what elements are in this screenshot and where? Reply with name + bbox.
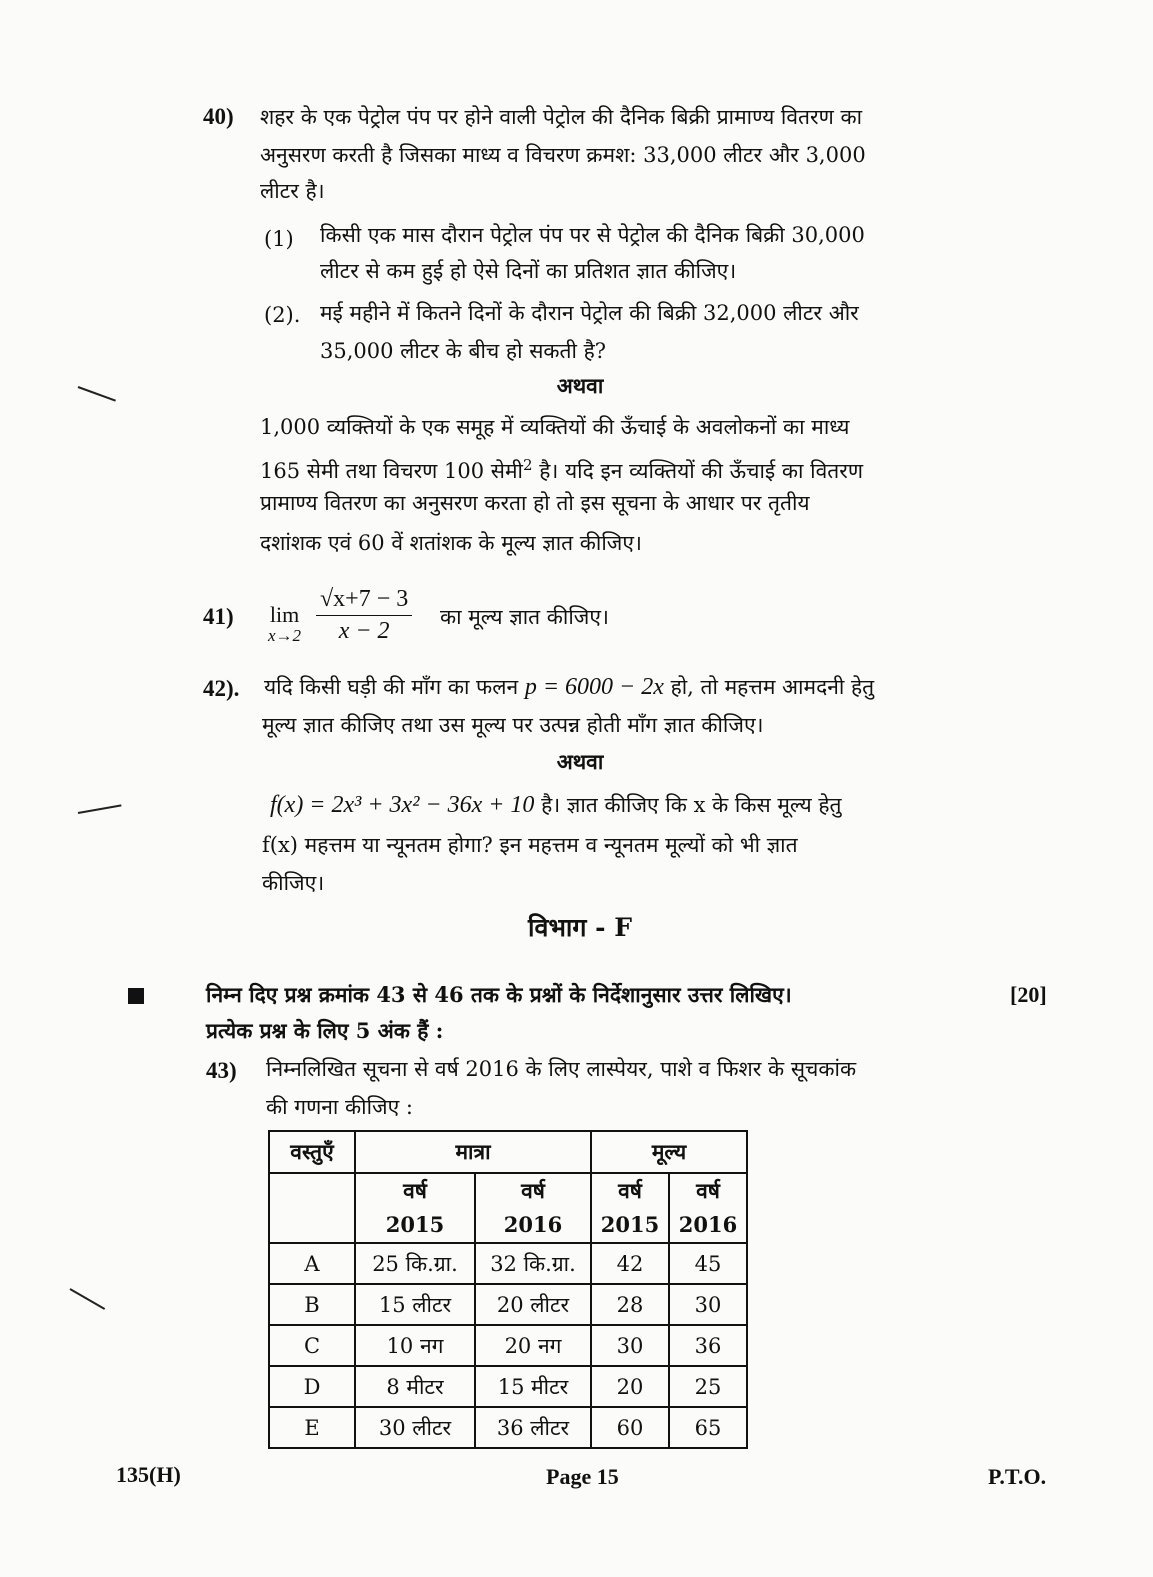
q40-alt-line-1: 1,000 व्यक्तियों के एक समूह में व्यक्तियों की ऊँचाई के अवलोकनों का माध्य xyxy=(260,415,850,439)
cell-price-2015: 30 xyxy=(591,1325,669,1366)
q42-line-1-post: हो, तो महत्तम आमदनी हेतु xyxy=(670,675,875,699)
cell-qty-2016: 32 कि.ग्रा. xyxy=(475,1243,591,1284)
cell-price-2015: 42 xyxy=(591,1243,669,1284)
table-row xyxy=(269,1407,747,1448)
footer-pto: P.T.O. xyxy=(988,1464,1047,1489)
q40-alt-line-3: प्रामाण्य वितरण का अनुसरण करता हो तो इस सूचना के आधार पर तृतीय xyxy=(260,491,810,515)
year-word: वर्ष xyxy=(696,1178,720,1203)
q40-sub2-line-2: 35,000 लीटर के बीच हो सकती है? xyxy=(320,339,607,363)
cell-item: A xyxy=(269,1243,355,1284)
section-marks: [20] xyxy=(1010,982,1047,1007)
header-price-2015 xyxy=(591,1173,669,1243)
q41-limit xyxy=(268,602,301,646)
cell-qty-2016: 20 नग xyxy=(475,1325,591,1366)
question-number-40: 40) xyxy=(203,104,234,129)
cell-price-2016: 65 xyxy=(669,1407,747,1448)
footer-paper-code: 135(H) xyxy=(116,1462,181,1487)
section-title: विभाग - F xyxy=(527,913,633,942)
table-year-row xyxy=(269,1173,747,1243)
question-number-42: 42). xyxy=(203,676,240,701)
cell-qty-2015: 8 मीटर xyxy=(355,1366,475,1407)
q41-lim-word: lim xyxy=(269,602,300,627)
q40-or-label: अथवा xyxy=(556,373,604,398)
q40-alt-line-2 xyxy=(260,448,863,488)
cell-price-2016: 45 xyxy=(669,1243,747,1284)
scan-mark xyxy=(70,1288,106,1310)
header-price-2016 xyxy=(669,1173,747,1243)
q40-alt-line-2-post: है। यदि इन व्यक्तियों की ऊँचाई का वितरण xyxy=(539,459,863,483)
year-value: 2016 xyxy=(678,1212,738,1237)
cell-qty-2015: 15 लीटर xyxy=(355,1284,475,1325)
header-quantity: मात्रा xyxy=(355,1131,591,1173)
q42-or-label: अथवा xyxy=(556,749,604,774)
cell-price-2015: 20 xyxy=(591,1366,669,1407)
scan-mark xyxy=(78,804,122,814)
section-instruction-line-2: प्रत्येक प्रश्न के लिए 5 अंक हैं : xyxy=(206,1018,444,1043)
year-value: 2016 xyxy=(503,1212,563,1237)
q42-line-1-pre: यदि किसी घड़ी की माँग का फलन xyxy=(264,675,519,699)
q41-denominator: x − 2 xyxy=(338,618,390,644)
q42-alt-line-1-post: है। ज्ञात कीजिए कि x के किस मूल्य हेतु xyxy=(541,793,842,817)
table-row xyxy=(269,1284,747,1325)
section-instruction-line-1: निम्न दिए प्रश्न क्रमांक 43 से 46 तक के प्रश्नों के निर्देशानुसार उत्तर लिखिए। xyxy=(206,982,792,1007)
q41-numerator: √x+7 − 3 xyxy=(316,586,412,616)
scan-mark xyxy=(78,386,116,402)
header-price: मूल्य xyxy=(591,1131,747,1173)
cell-price-2016: 36 xyxy=(669,1325,747,1366)
q42-alt-line-2: f(x) महत्तम या न्यूनतम होगा? इन महत्तम व न्यूनतम मूल्यों को भी ज्ञात xyxy=(262,833,798,857)
square-bullet-icon xyxy=(128,988,144,1004)
q40-alt-line-2-pre: 165 सेमी तथा विचरण 100 सेमी xyxy=(260,459,523,483)
q42-demand-function: p = 6000 − 2x xyxy=(524,674,664,700)
q42-line-2: मूल्य ज्ञात कीजिए तथा उस मूल्य पर उत्पन्न होती माँग ज्ञात कीजिए। xyxy=(262,713,764,737)
q40-alt-superscript: 2 xyxy=(522,456,533,474)
q40-sub1-label: (1) xyxy=(264,227,294,251)
table-row xyxy=(269,1325,747,1366)
cell-qty-2015: 30 लीटर xyxy=(355,1407,475,1448)
q43-line-1: निम्नलिखित सूचना से वर्ष 2016 के लिए लास्पेयर, पाशे व फिशर के सूचकांक xyxy=(266,1057,857,1081)
cell-price-2016: 30 xyxy=(669,1284,747,1325)
cell-qty-2016: 20 लीटर xyxy=(475,1284,591,1325)
cell-price-2015: 28 xyxy=(591,1284,669,1325)
cell-qty-2016: 15 मीटर xyxy=(475,1366,591,1407)
question-number-43: 43) xyxy=(206,1058,237,1083)
table-row xyxy=(269,1243,747,1284)
header-items: वस्तुएँ xyxy=(269,1131,355,1173)
q41-lim-subscript: x→2 xyxy=(268,626,302,645)
q41-fraction xyxy=(316,586,412,645)
question-number-41: 41) xyxy=(203,604,234,629)
q42-alt-line-1 xyxy=(270,788,841,822)
q40-line-3: लीटर है। xyxy=(260,179,325,203)
cell-item: E xyxy=(269,1407,355,1448)
cell-item: B xyxy=(269,1284,355,1325)
q40-sub1-line-2: लीटर से कम हुई हो ऐसे दिनों का प्रतिशत ज्ञात कीजिए। xyxy=(320,259,737,283)
index-data-table xyxy=(268,1130,748,1449)
cell-price-2015: 60 xyxy=(591,1407,669,1448)
cell-qty-2015: 10 नग xyxy=(355,1325,475,1366)
cell-item: D xyxy=(269,1366,355,1407)
table-row xyxy=(269,1366,747,1407)
header-qty-2016 xyxy=(475,1173,591,1243)
header-items-empty xyxy=(269,1173,355,1243)
year-value: 2015 xyxy=(385,1212,445,1237)
footer-page-number: Page 15 xyxy=(546,1464,619,1489)
q40-sub2-line-1: मई महीने में कितने दिनों के दौरान पेट्रोल की बिक्री 32,000 लीटर और xyxy=(320,301,859,325)
q42-function: f(x) = 2x³ + 3x² − 36x + 10 xyxy=(270,792,535,818)
q40-line-2: अनुसरण करती है जिसका माध्य व विचरण क्रमश: 33,000 लीटर और 3,000 xyxy=(260,143,866,167)
q42-alt-line-3: कीजिए। xyxy=(262,871,325,895)
q40-sub1-line-1: किसी एक मास दौरान पेट्रोल पंप पर से पेट्रोल की दैनिक बिक्री 30,000 xyxy=(320,223,865,247)
table-header-row xyxy=(269,1131,747,1173)
q40-sub2-label: (2). xyxy=(264,303,301,327)
cell-qty-2016: 36 लीटर xyxy=(475,1407,591,1448)
year-word: वर्ष xyxy=(521,1178,545,1203)
cell-price-2016: 25 xyxy=(669,1366,747,1407)
q41-text: का मूल्य ज्ञात कीजिए। xyxy=(440,605,609,629)
q40-alt-line-4: दशांशक एवं 60 वें शतांशक के मूल्य ज्ञात कीजिए। xyxy=(260,531,642,555)
q40-line-1: शहर के एक पेट्रोल पंप पर होने वाली पेट्रोल की दैनिक बिक्री प्रामाण्य वितरण का xyxy=(260,105,863,129)
q43-line-2: की गणना कीजिए : xyxy=(266,1095,413,1119)
cell-item: C xyxy=(269,1325,355,1366)
header-qty-2015 xyxy=(355,1173,475,1243)
cell-qty-2015: 25 कि.ग्रा. xyxy=(355,1243,475,1284)
year-value: 2015 xyxy=(600,1212,660,1237)
q41-expression xyxy=(264,582,664,652)
year-word: वर्ष xyxy=(403,1178,427,1203)
q42-line-1 xyxy=(264,670,874,704)
year-word: वर्ष xyxy=(618,1178,642,1203)
